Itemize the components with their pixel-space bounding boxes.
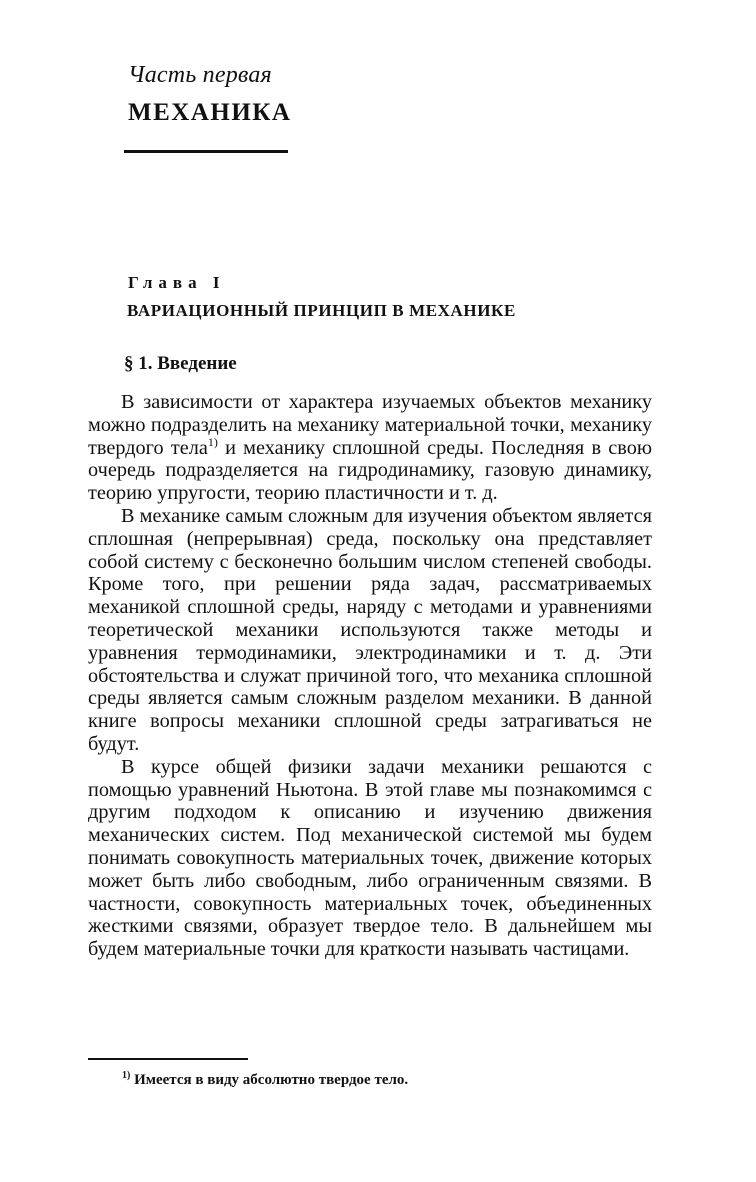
footnote-divider	[88, 1058, 248, 1060]
paragraph-3: В курсе общей физики задачи механики решаются с помощью уравнений Ньютона. В этой главе мы познакомимся с другим подходом к описанию и изучению движения механических систем. Под механической системой мы будем понимать совокупность материальных точек, движение которых может быть либо свободным, либо ограниченным связями. В частности, совокупность материальных точек, объединенных жесткими связями, образует твердое тело. В дальнейшем мы будем материальные точки для краткости называть частицами.	[88, 755, 652, 961]
paragraph-1-text-a: В зависимости от характера изучаемых объектов механику можно подразделить на механику материальной точки, механику твердого тела	[88, 391, 652, 459]
chapter-label: Глава I	[128, 273, 226, 292]
footnote-mark: 1)	[122, 1070, 131, 1081]
section-title: § 1. Введение	[124, 353, 237, 374]
part-label: Часть первая	[128, 62, 272, 88]
body-text	[88, 391, 652, 961]
chapter-title: ВАРИАЦИОННЫЙ ПРИНЦИП В МЕХАНИКЕ	[127, 301, 516, 320]
paragraph-1-text-b: и механику сплошной среды. Последняя в свою очередь подразделяется на гидродинамику, газовую динамику, теорию упругости, теорию пластичности и т. д.	[88, 436, 652, 505]
footnote-reference: 1)	[207, 434, 218, 449]
footnote	[122, 1072, 408, 1089]
footnote-text: Имеется в виду абсолютно твердое тело.	[130, 1072, 409, 1088]
paragraph-1	[88, 391, 652, 505]
paragraph-2: В механике самым сложным для изучения объектом является сплошная (непрерывная) среда, поскольку она представляет собой систему с бесконечно большим числом степеней свободы. Кроме того, при решении ряда задач, рассматриваемых механикой сплошной среды, наряду с методами и уравнениями теоретической механики используются также методы и уравнения термодинамики, электродинамики и т. д. Эти обстоятельства и служат причиной того, что механика сплошной среды является самым сложным разделом механики. В данной книге вопросы механики сплошной среды затрагиваться не будут.	[88, 504, 652, 755]
part-title: МЕХАНИКА	[128, 99, 292, 126]
part-divider	[124, 150, 288, 153]
